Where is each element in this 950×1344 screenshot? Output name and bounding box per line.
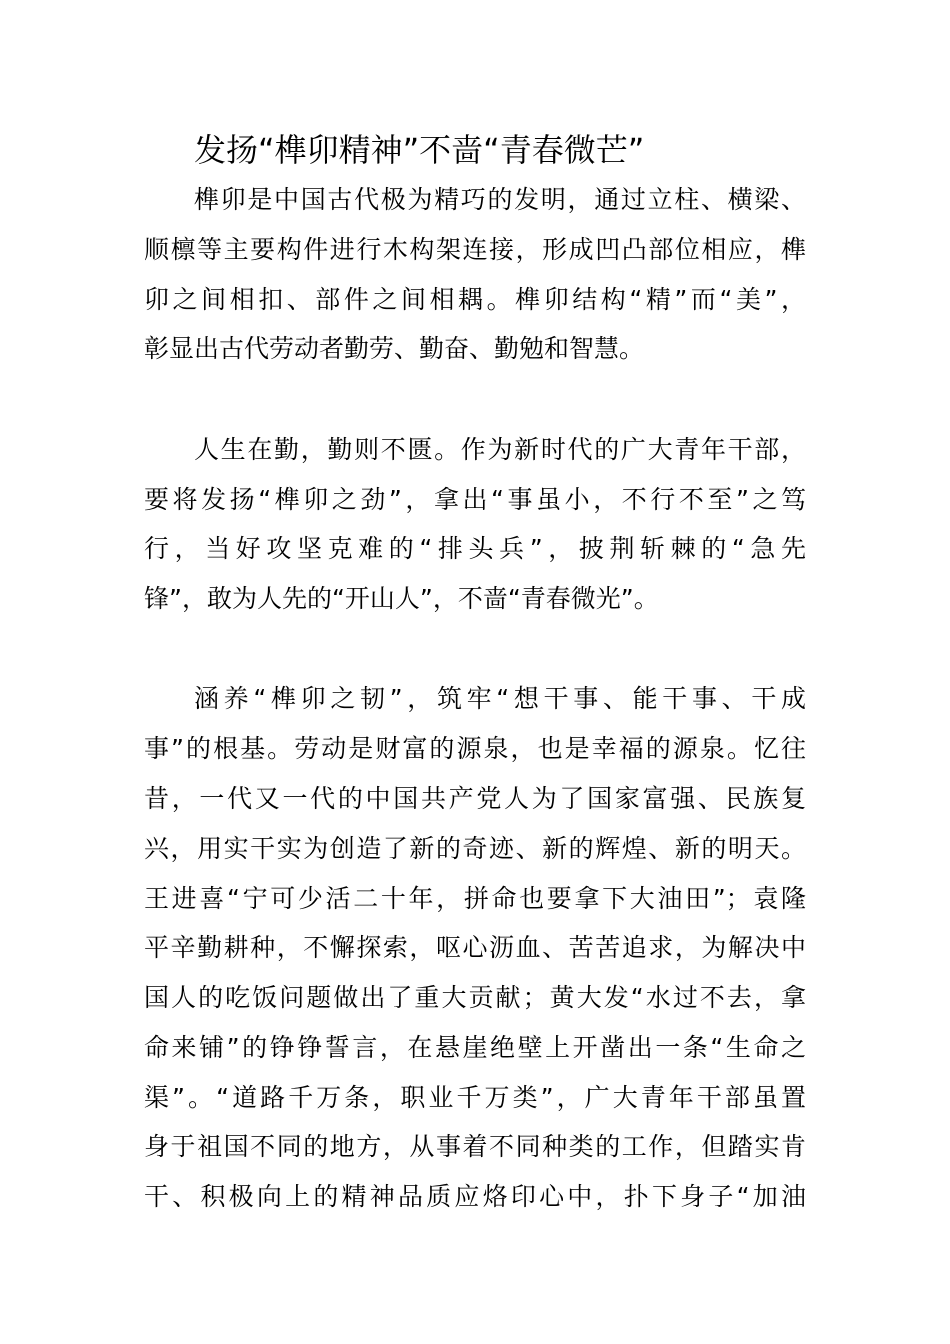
paragraph-3-line-9: 渠”。“道路千万条，职业千万类”，广大青年干部虽置	[144, 1083, 806, 1112]
paragraph-1-line-1: 榫卯是中国古代极为精巧的发明，通过立柱、横梁、	[194, 185, 806, 214]
paragraph-2-line-3: 行，当好攻坚克难的“排头兵”，披荆斩棘的“急先	[144, 534, 806, 563]
paragraph-1-line-2: 顺檩等主要构件进行木构架连接，形成凹凸部位相应，榫	[144, 235, 806, 264]
paragraph-3-line-4: 兴，用实干实为创造了新的奇迹、新的辉煌、新的明天。	[144, 834, 806, 863]
paragraph-3-line-6: 平辛勤耕种，不懈探索，呕心沥血、苦苦追求，为解决中	[144, 933, 806, 962]
paragraph-2-line-1: 人生在勤，勤则不匮。作为新时代的广大青年干部，	[194, 435, 806, 464]
paragraph-3-line-3: 昔，一代又一代的中国共产党人为了国家富强、民族复	[144, 784, 806, 813]
paragraph-3-line-1: 涵养“榫卯之韧”，筑牢“想干事、能干事、干成	[194, 684, 806, 713]
paragraph-3-line-8: 命来铺”的铮铮誓言，在悬崖绝壁上开凿出一条“生命之	[144, 1033, 806, 1062]
paragraph-3-line-5: 王进喜“宁可少活二十年，拼命也要拿下大油田”；袁隆	[144, 884, 806, 913]
paragraph-1-line-3: 卯之间相扣、部件之间相耦。榫卯结构“精”而“美”，	[144, 285, 806, 314]
paragraph-1-line-4: 彰显出古代劳动者勤劳、勤奋、勤勉和智慧。	[144, 334, 645, 363]
paragraph-2-line-2: 要将发扬“榫卯之劲”，拿出“事虽小，不行不至”之笃	[144, 485, 806, 514]
document-title: 发扬“榫卯精神”不啬“青春微芒”	[194, 131, 645, 169]
paragraph-3-line-7: 国人的吃饭问题做出了重大贡献；黄大发“水过不去，拿	[144, 983, 806, 1012]
paragraph-3-line-11: 干、积极向上的精神品质应烙印心中，扑下身子“加油	[144, 1182, 806, 1211]
paragraph-3-line-2: 事”的根基。劳动是财富的源泉，也是幸福的源泉。忆往	[144, 734, 806, 763]
paragraph-2-line-4: 锋”，敢为人先的“开山人”，不啬“青春微光”。	[144, 584, 659, 613]
paragraph-3-line-10: 身于祖国不同的地方，从事着不同种类的工作，但踏实肯	[144, 1132, 806, 1161]
